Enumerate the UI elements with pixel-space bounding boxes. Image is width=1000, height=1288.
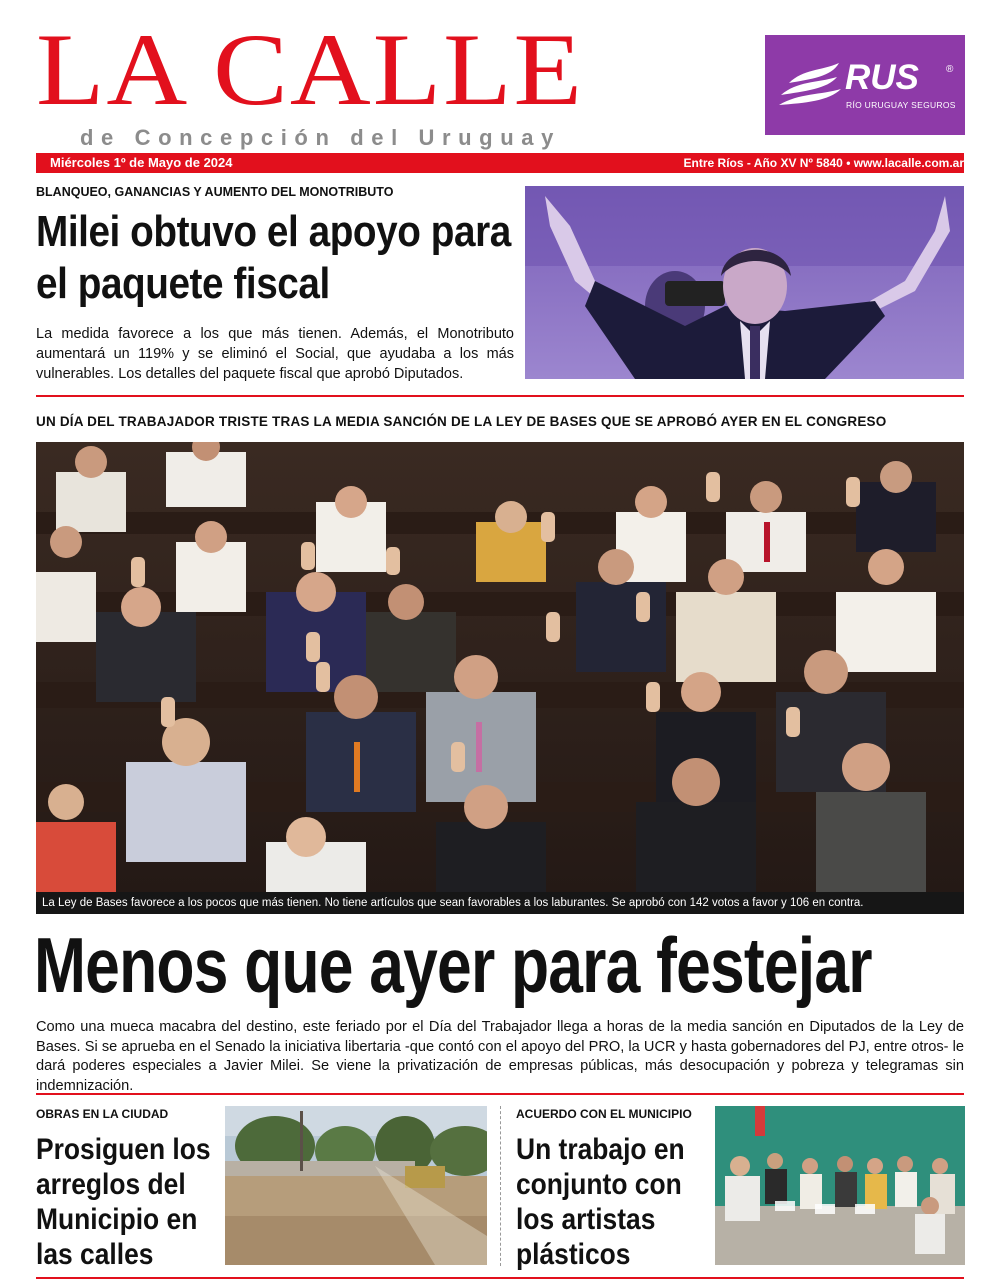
artists-meeting-photo[interactable] (715, 1106, 965, 1265)
milei-photo[interactable] (525, 186, 964, 379)
column-divider (500, 1106, 501, 1266)
main-headline[interactable]: Menos que ayer para festejar (34, 921, 872, 1009)
congress-photo[interactable] (36, 442, 964, 892)
masthead-title: LA CALLE (36, 12, 584, 127)
photo-caption: La Ley de Bases favorece a los pocos que más tienen. No tiene artículos que sean favorables a los laburantes. Se aprobó con 142 votos a favor y 106 en contra. (42, 897, 864, 909)
main-story-deck: Como una mueca macabra del destino, este feriado por el Día del Trabajador llega a horas de la media sanción en Diputados de la Ley de Bases. Si se aprueba en el Senado la iniciativa libertaria -que contó con el apoyo del PRO, la UCR y hasta gobernadores del PJ, entre otros- le dará poderes especiales a Javier Milei. Se viene la privatización de empresas públicas, más desocupación y pobreza y telegramas sin indemnización. (36, 1019, 964, 1094)
issue-info: Entre Ríos - Año XV Nº 5840 • www.lacalle.com.ar (683, 156, 964, 170)
section-divider (36, 1093, 964, 1095)
section-divider (36, 1277, 964, 1279)
works-kicker: OBRAS EN LA CIUDAD (36, 1107, 169, 1121)
ad-registered-mark: ® (946, 64, 954, 75)
top-story-headline[interactable]: Milei obtuvo el apoyo para el paquete fiscal (36, 207, 511, 308)
top-story-deck: La medida favorece a los que más tienen. Además, el Monotributo aumentará un 119% y se eliminó el Social, que ayudaba a los más vulnerables. Los detalles del paquete fiscal que aprobó Diputados. (36, 326, 514, 382)
top-story-kicker: BLANQUEO, GANANCIAS Y AUMENTO DEL MONOTRIBUTO (36, 185, 394, 199)
works-headline[interactable]: Prosiguen los arreglos del Municipio en las calles (36, 1133, 211, 1271)
street-works-photo[interactable] (225, 1106, 487, 1265)
artists-kicker: ACUERDO CON EL MUNICIPIO (516, 1107, 692, 1121)
masthead-subtitle: de Concepción del Uruguay (80, 125, 561, 150)
ad-brand: RUS (845, 58, 919, 97)
main-story-kicker: UN DÍA DEL TRABAJADOR TRISTE TRAS LA MEDIA SANCIÓN DE LA LEY DE BASES QUE SE APROBÓ AYER EN EL CONGRESO (36, 414, 887, 429)
issue-date: Miércoles 1º de Mayo de 2024 (50, 155, 233, 170)
artists-headline[interactable]: Un trabajo en conjunto con los artistas plásticos (516, 1133, 685, 1271)
section-divider (36, 395, 964, 397)
ad-tagline: RÍO URUGUAY SEGUROS (846, 100, 956, 110)
